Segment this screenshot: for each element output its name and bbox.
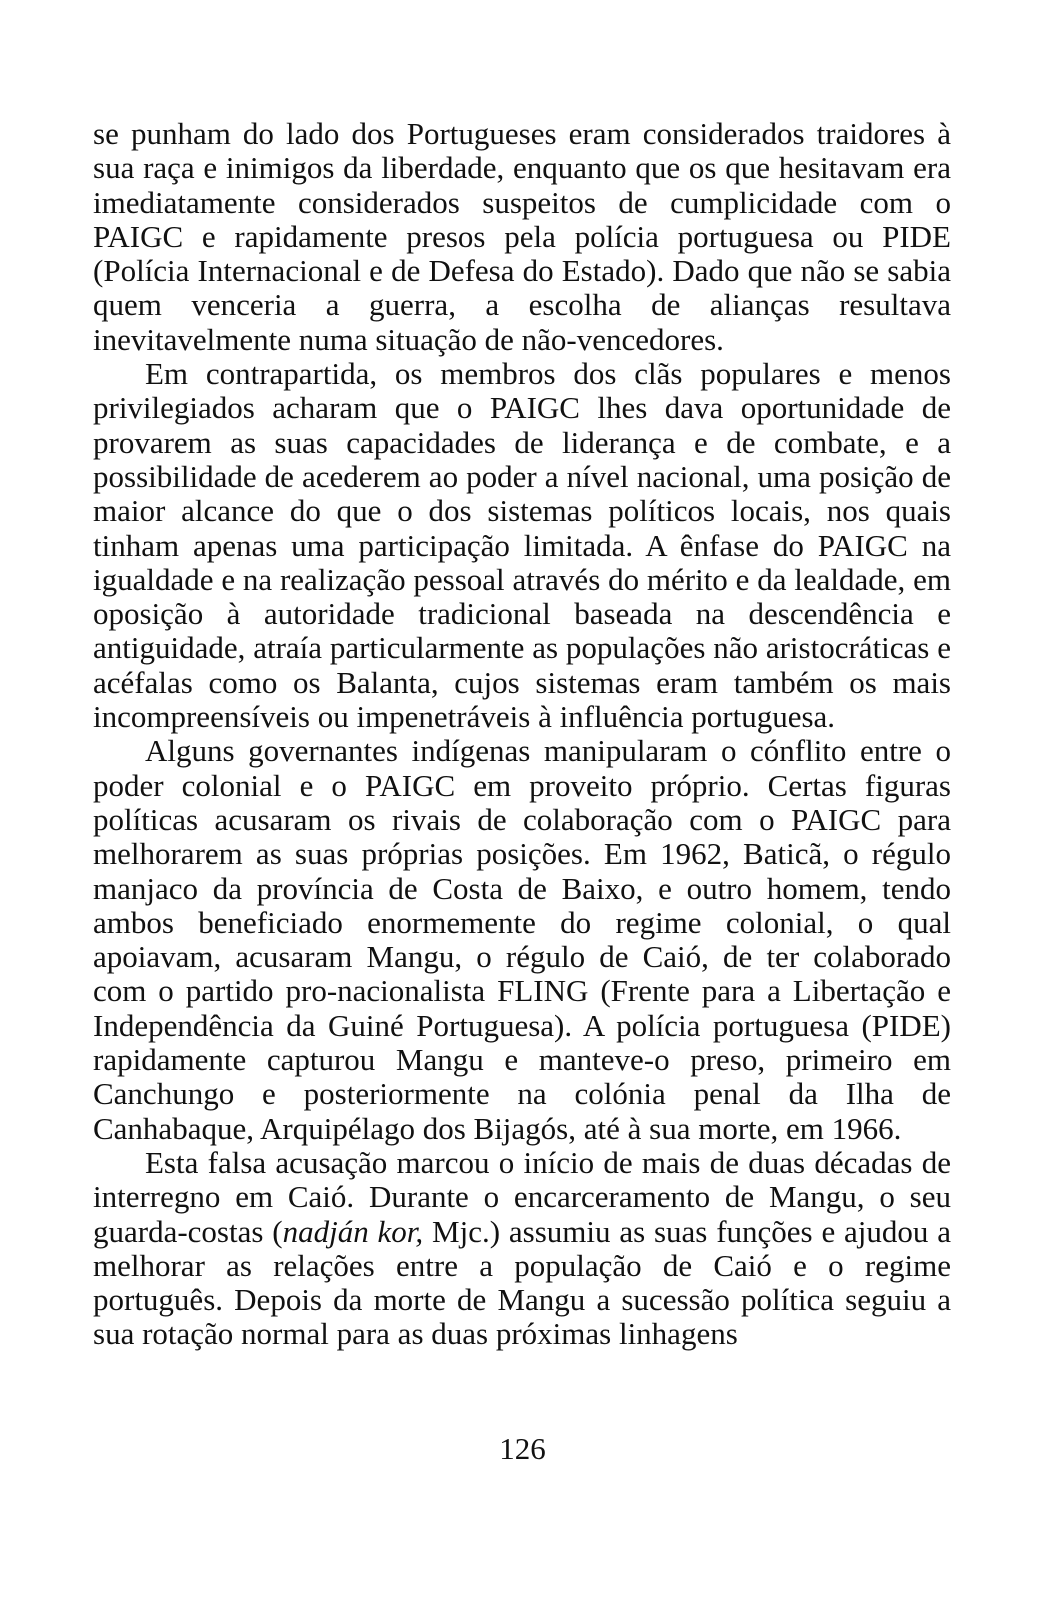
paragraph-3: Alguns governantes indígenas manipularam o cónflito entre o poder colonial e o PAIGC em proveito próprio. Certas figuras políticas acusaram os rivais de colaboração com o PAIGC para melhorarem as suas próprias posições. Em 1962, Baticã, o régulo manjaco da província de Costa de Baixo, e outro homem, tendo ambos beneficiado enormemente do regime colonial, o qual apoiavam, acusaram Mangu, o régulo de Caió, de ter colaborado com o partido pro-nacionalista FLING (Frente para a Libertação e Independência da Guiné Portuguesa). A polícia portuguesa (PIDE) rapidamente capturou Mangu e manteve-o preso, primeiro em Canchungo e posteriormente na colónia penal da Ilha de Canhabaque, Arquipélago dos Bijagós, até à sua morte, em 1966. [93,733,951,1146]
page-number: 126 [499,1431,546,1466]
paragraph-2: Em contrapartida, os membros dos clãs populares e menos privilegiados acharam que o PAIGC lhes dava oportunidade de provarem as suas capacidades de liderança e de combate, e a possibilidade de acederem ao poder a nível nacional, uma posição de maior alcance do que o dos sistemas políticos locais, nos quais tinham apenas uma participação limitada. A ênfase do PAIGC na igualdade e na realização pessoal através do mérito e da lealdade, em oposição à autoridade tradicional baseada na descendência e antiguidade, atraía particularmente as populações não aristocráticas e acéfalas como os Balanta, cujos sistemas eram também os mais incompreensíveis ou impenetráveis à influência portuguesa. [93,356,951,735]
paragraph-4 [93,1146,951,1352]
paragraph-4-text-end: Mjc.) assumiu as suas funções e ajudou a melhorar as relações entre a população de Caió e o regime português. Depois da morte de Mangu a sucessão política seguiu a sua rotação normal para as duas próximas linhagens [93,1213,952,1352]
body-text [93,117,951,1352]
italic-term: nadján kor, [282,1213,424,1249]
paragraph-4-text-start: Esta falsa acusação marcou o início de mais de duas décadas de interregno em Caió. Durante o encarceramento de Mangu, o seu guarda-costas ( [93,1144,951,1249]
paragraph-1: se punham do lado dos Portugueses eram considerados traidores à sua raça e inimigos da liberdade, enquanto que os que hesitavam era imediatamente considerados suspeitos de cumplicidade com o PAIGC e rapidamente presos pela polícia portuguesa ou PIDE (Polícia Internacional e de Defesa do Estado). Dado que não se sabia quem venceria a guerra, a escolha de alianças resultava inevitavelmente numa situação de não-vencedores. [93,116,951,357]
